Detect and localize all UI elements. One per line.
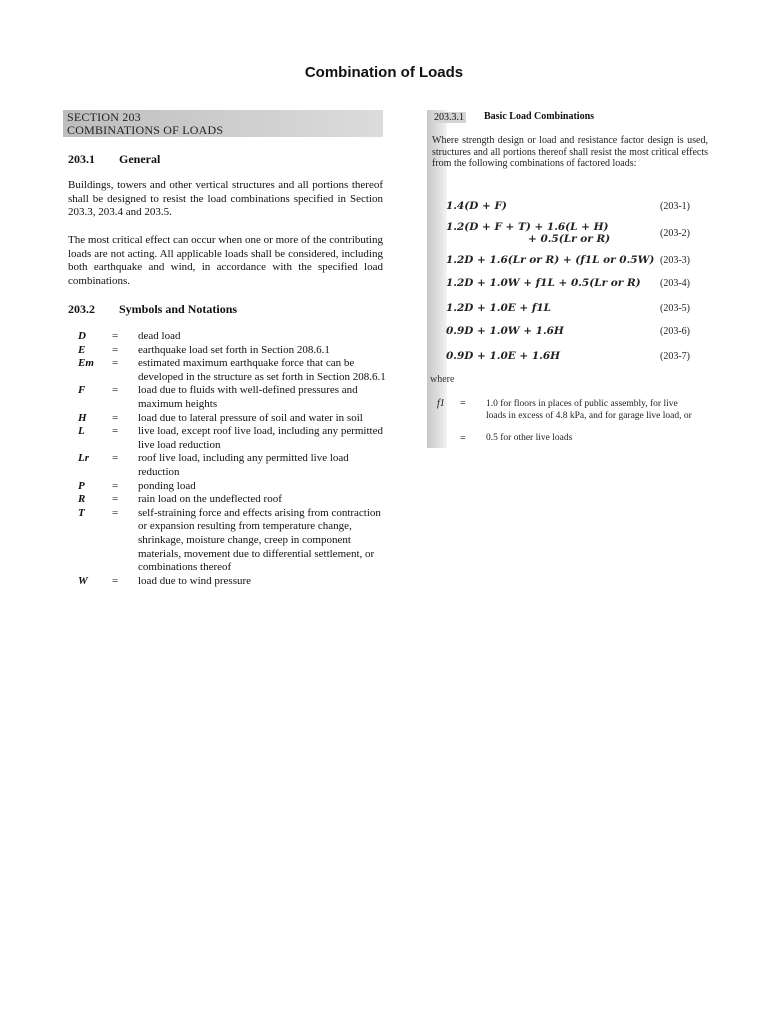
symbol-row [78,575,388,589]
symbols-heading [68,302,237,317]
formula-number: (203-1) [660,201,690,212]
symbol-row [78,357,388,384]
symbols-number: 203.2 [68,302,95,316]
formula-number: (203-3) [660,255,690,266]
formula-expression: 0.9D + 1.0W + 1.6H [446,325,564,337]
symbol-description: load due to fluids with well-defined pressures and maximum heights [138,384,358,410]
symbol-row [78,480,388,494]
basic-combinations-heading: Basic Load Combinations [484,111,595,122]
general-heading [68,152,160,167]
symbol-description: roof live load, including any permitted live load reduction [138,452,349,478]
formula-number: (203-2) [660,228,690,239]
symbol-description: live load, except roof live load, including any permitted live load reduction [138,425,383,451]
symbol-row [78,412,388,426]
symbol: L [78,425,85,438]
symbol-row [78,425,388,452]
formula-number: (203-6) [660,326,690,337]
symbol-row [78,344,388,358]
f1-symbol: f1 [437,398,445,409]
general-paragraph-1: Buildings, towers and other vertical structures and all portions thereof shall be designed to resist the load combinations specified in Section 203.3, 203.4 and 203.5. [68,179,383,218]
equals-sign: = [112,384,119,397]
f1-definition: 1.0 for floors in places of public assembly, for live loads in excess of 4.8 kPa, and for garage live load, or [486,399,692,421]
symbols-title: Symbols and Notations [119,302,238,316]
equals-sign: = [112,330,119,342]
formula-expression: 1.2D + 1.0E + f1L [446,302,552,314]
symbol-description: dead load [138,330,181,342]
equals-sign: = [112,343,119,356]
formula-expression: 1.4(D + F) [446,200,507,212]
formula-expression: 0.9D + 1.0E + 1.6H [446,350,561,362]
formula-expression: 1.2D + 1.0W + f1L + 0.5(Lr or R) [446,277,641,289]
equals-sign: = [112,411,119,424]
symbol: T [78,506,85,519]
formula-expression: 1.2D + 1.6(Lr or R) + (f1L or 0.5W) [446,254,655,266]
section-number: SECTION 203 [67,110,141,124]
general-number: 203.1 [68,152,95,166]
basic-combinations-number: 203.3.1 [434,112,464,123]
symbol: Em [78,357,94,370]
symbol-row [78,507,388,575]
equals-sign: = [112,574,119,587]
symbol: W [78,574,88,587]
page-title: Combination of Loads [304,64,464,81]
formula-number: (203-4) [660,278,690,289]
equals-sign: = [112,452,119,465]
equals-sign: = [112,493,119,506]
general-title: General [119,152,161,166]
symbol-description: self-straining force and effects arising from contraction or expansion resulting from temperature change, shrinkage, moisture change, creep in component materials, movement due to differential settlement, or combinations thereof [138,506,381,574]
symbol-row [78,452,388,479]
symbol-description: rain load on the undeflected roof [138,493,282,506]
symbol-row [78,384,388,411]
equals-sign: = [112,479,119,492]
formula-expression: 1.2(D + F + T) + 1.6(L + H) [446,221,609,233]
section-title: COMBINATIONS OF LOADS [67,123,224,137]
symbol: F [78,384,86,397]
symbol-description: estimated maximum earthquake force that can be developed in the structure as set forth in Section 208.6.1 [138,357,386,383]
formula-number: (203-7) [660,351,690,362]
symbol-description: load due to lateral pressure of soil and water in soil [138,411,363,424]
symbol: D [78,330,86,342]
general-paragraph-2: The most critical effect can occur when one or more of the contributing loads are not acting. All applicable loads shall be considered, including both earthquake and wind, in accordance with the specified load combinations. [68,234,383,287]
equals-sign: = [460,398,466,409]
symbol: Lr [78,452,89,465]
equals-sign: = [112,357,119,370]
symbol-description: ponding load [138,479,196,492]
symbol-description: earthquake load set forth in Section 208.6.1 [138,343,330,356]
symbol: R [78,493,86,506]
symbol-row [78,493,388,507]
symbol: P [78,479,85,492]
basic-combinations-intro: Where strength design or load and resistance factor design is used, structures and all portions thereof shall resist the most critical effects from the following combinations of factored loads: [432,135,708,169]
symbols-list [78,330,388,588]
where-label: where [430,374,455,385]
equals-sign: = [112,506,119,519]
equals-sign: = [460,433,466,444]
symbol-description: load due to wind pressure [138,574,252,587]
symbol-row [78,330,388,344]
formula-expression-continued: + 0.5(Lr or R) [528,233,611,245]
f1-alternative-definition: 0.5 for other live loads [486,433,573,443]
symbol: E [78,343,86,356]
symbol: H [78,411,87,424]
equals-sign: = [112,425,119,438]
section-header-box [63,110,383,137]
formula-number: (203-5) [660,303,690,314]
